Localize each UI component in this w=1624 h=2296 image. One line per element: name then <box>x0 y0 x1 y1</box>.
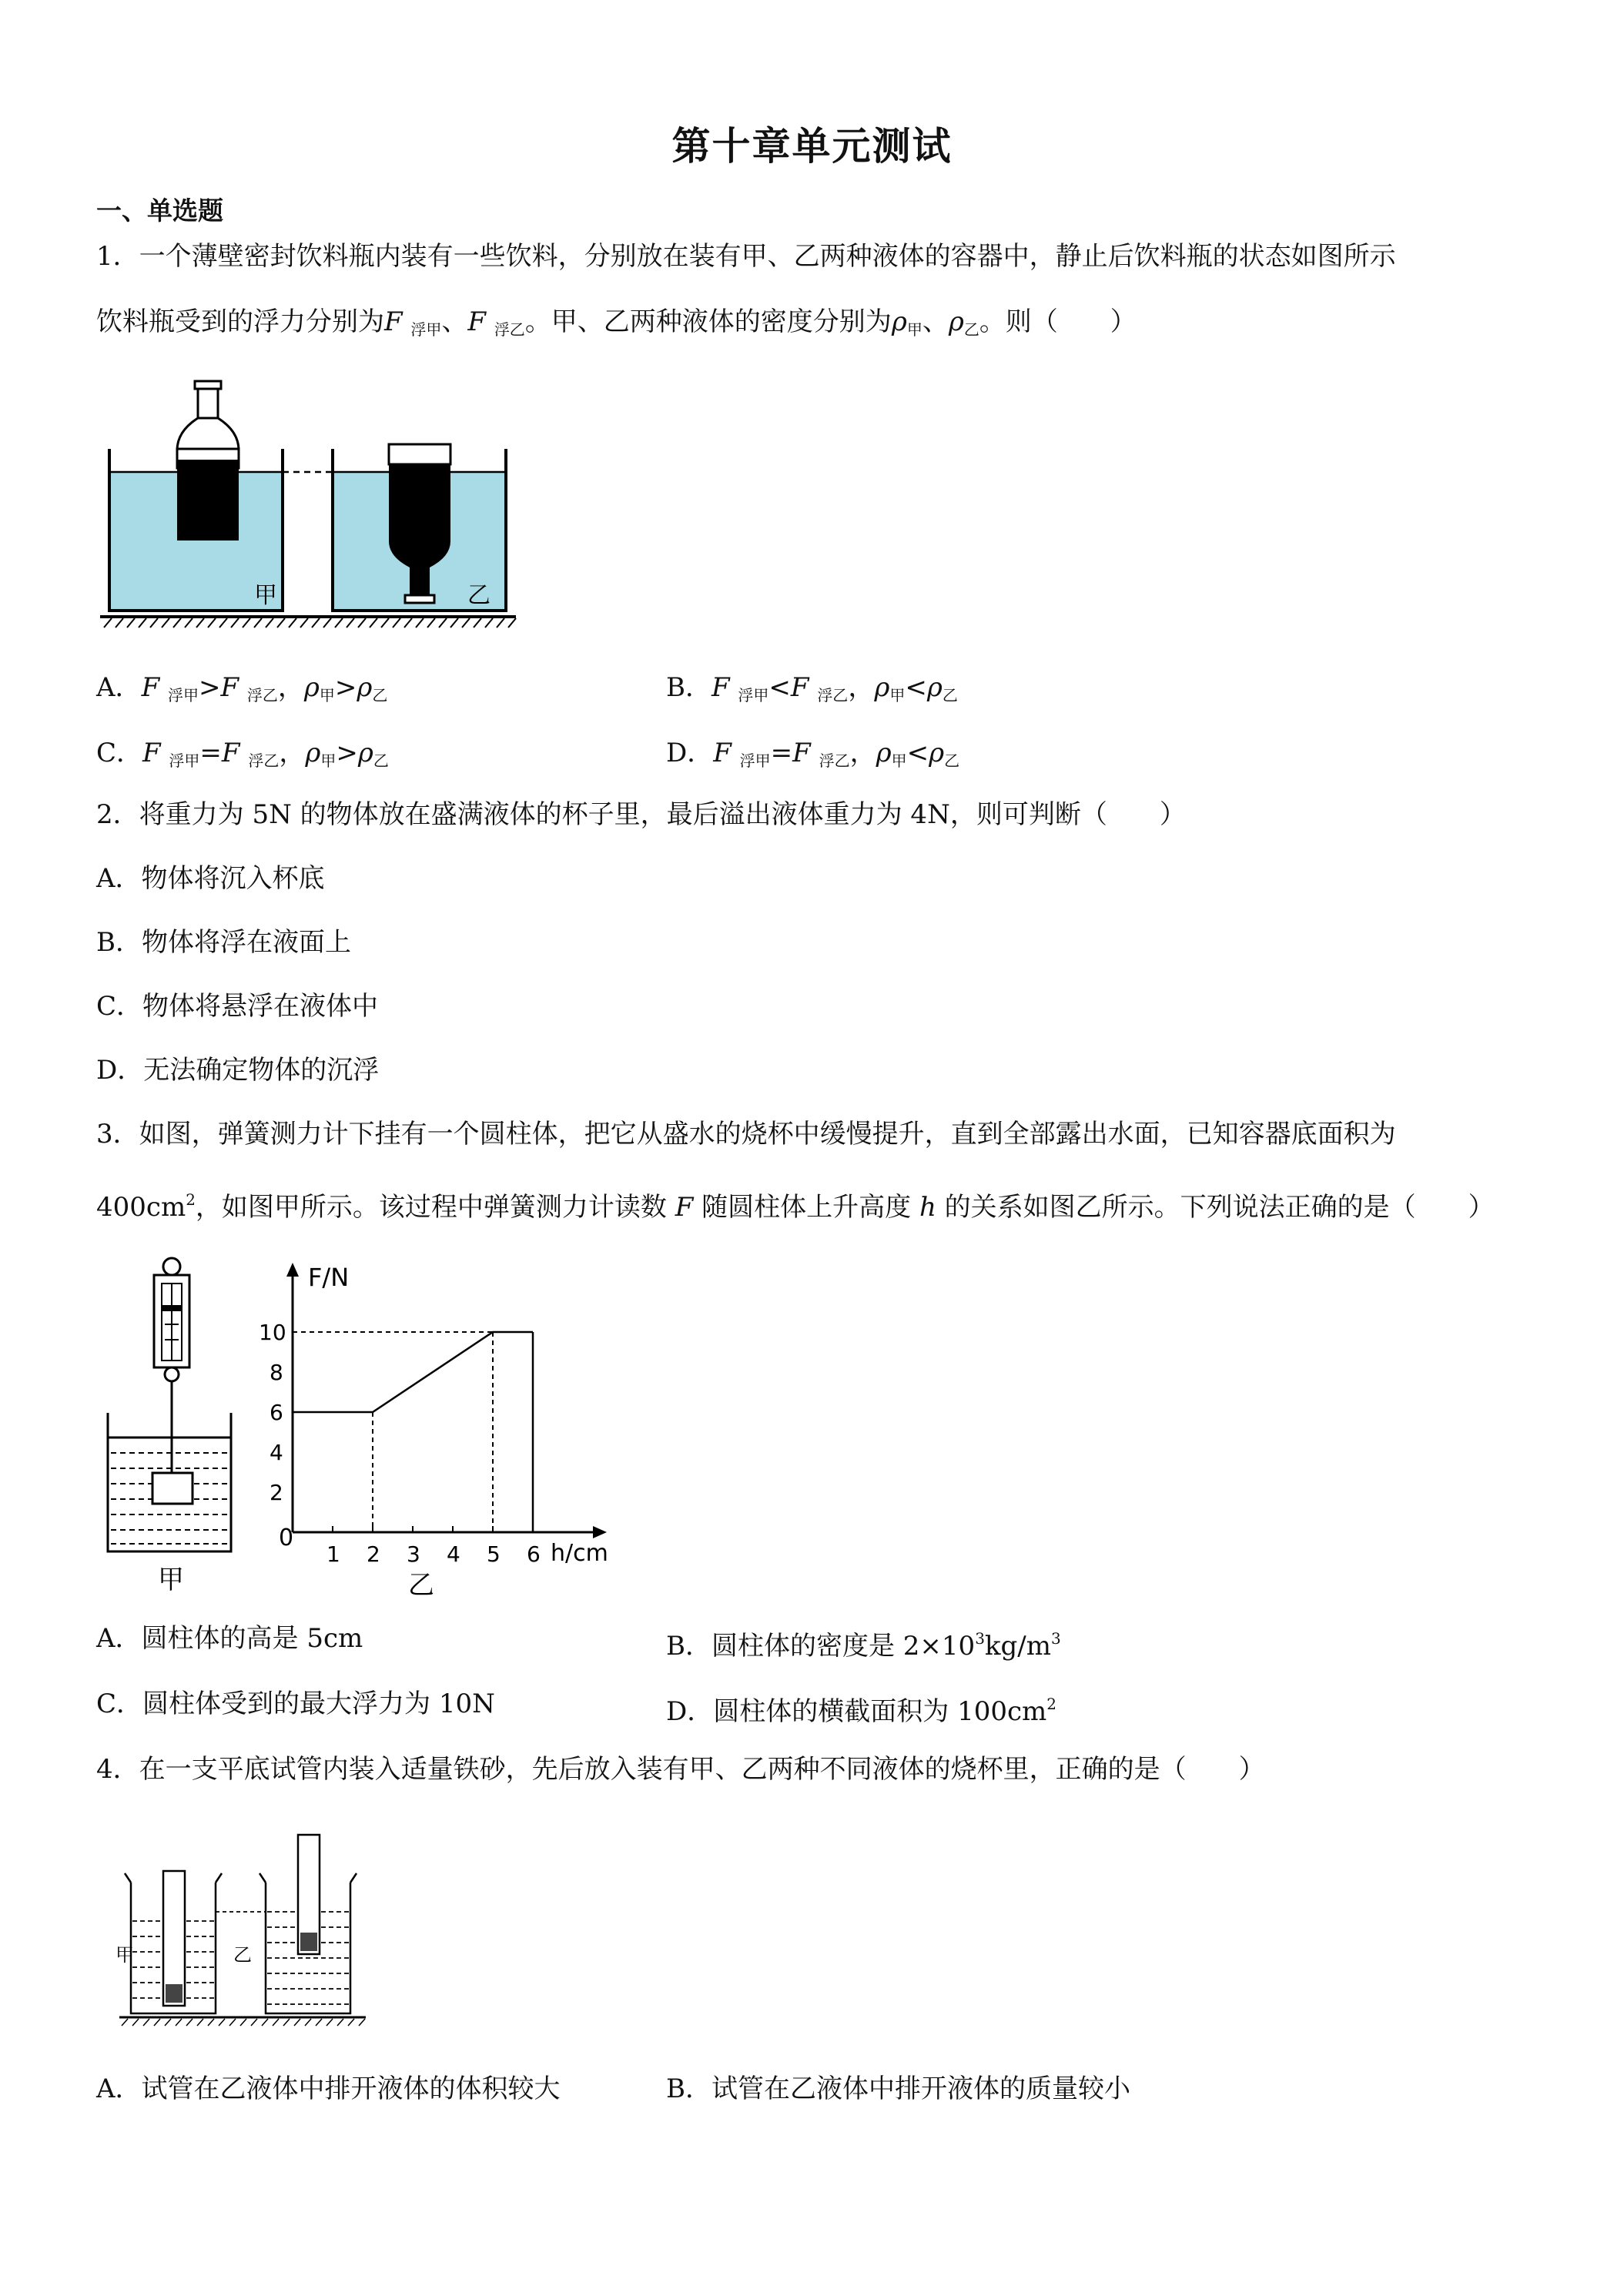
q4-figure <box>116 1829 370 2037</box>
q3-figure-jia <box>100 1251 254 1602</box>
q1-figure <box>100 373 520 635</box>
q1-ground-hatch <box>104 618 516 628</box>
x-tick-label: 2 <box>367 1541 380 1567</box>
y-tick-label: 6 <box>270 1400 283 1425</box>
series-line <box>293 1332 533 1412</box>
y-axis-label: F/N <box>308 1263 350 1292</box>
q1-label-jia: 甲 <box>254 582 277 609</box>
x-tick-label: 3 <box>407 1541 420 1567</box>
q2-option-a[interactable]: A．物体将沉入杯底 <box>96 863 325 894</box>
cylinder <box>152 1473 193 1504</box>
q3-label-yi: 乙 <box>408 1570 434 1601</box>
y-axis-arrow <box>286 1263 299 1277</box>
q3-stem-line1: 3．如图，弹簧测力计下挂有一个圆柱体，把它从盛水的烧杯中缓慢提升，直到全部露出水面，已知容器底面积为 <box>96 1119 1396 1150</box>
q3-option-a[interactable]: A．圆柱体的高是 5cm <box>96 1623 363 1654</box>
q4-option-b[interactable]: B．试管在乙液体中排开液体的质量较小 <box>666 2073 1130 2104</box>
y-tick-label: 8 <box>270 1360 283 1385</box>
y-tick-label: 10 <box>259 1320 286 1345</box>
q3-option-b[interactable]: B．圆柱体的密度是 $2\times 10^3kg/m^3$ <box>666 1629 1061 1662</box>
q3-option-d[interactable]: D．圆柱体的横截面积为 $100cm^2$ <box>666 1695 1056 1727</box>
x-axis-arrow <box>593 1526 607 1538</box>
q4-label-yi: 乙 <box>233 1944 252 1966</box>
q3-option-c[interactable]: C．圆柱体受到的最大浮力为 10N <box>96 1689 495 1719</box>
x-tick-label: 1 <box>326 1541 340 1567</box>
origin-label: 0 <box>279 1525 294 1551</box>
q3-chart <box>259 1251 624 1605</box>
q3-stem-line2: $400cm^2$，如图甲所示。该过程中弹簧测力计读数 F 随圆柱体上升高度 h 的关系如图乙所示。下列说法正确的是（ ） <box>96 1190 1495 1223</box>
q1-option-b[interactable]: B．F $_{浮甲}$<F $_{浮乙}$，$\rho_甲<\rho_乙$ <box>666 672 958 705</box>
q1-label-yi: 乙 <box>467 582 491 609</box>
q4-option-a[interactable]: A．试管在乙液体中排开液体的体积较大 <box>96 2073 561 2104</box>
page-title: 第十章单元测试 <box>671 124 953 169</box>
q1-option-c[interactable]: C．F $_{浮甲}$=F $_{浮乙}$，$\rho_甲>\rho_乙$ <box>96 738 389 770</box>
q4-label-jia: 甲 <box>116 1944 134 1966</box>
q2-option-b[interactable]: B．物体将浮在液面上 <box>96 927 351 958</box>
y-tick-label: 4 <box>270 1440 283 1465</box>
section-heading: 一、单选题 <box>96 196 223 226</box>
iron-sand-jia <box>166 1984 182 2003</box>
q2-stem: 2．将重力为 5N 的物体放在盛满液体的杯子里，最后溢出液体重力为 4N，则可判断（ ） <box>96 799 1186 830</box>
q3-label-jia: 甲 <box>158 1565 184 1595</box>
q2-option-c[interactable]: C．物体将悬浮在液体中 <box>96 991 379 1022</box>
q1-option-a[interactable]: A．F $_{浮甲}$>F $_{浮乙}$，$\rho_甲>\rho_乙$ <box>96 672 388 705</box>
iron-sand-yi <box>300 1933 317 1951</box>
x-tick-label: 4 <box>447 1541 460 1567</box>
bottle-upright <box>177 381 239 541</box>
q1-stem-line1: 1．一个薄壁密封饮料瓶内装有一些饮料，分别放在装有甲、乙两种液体的容器中，静止后饮料瓶的状态如图所示 <box>96 241 1396 272</box>
x-tick-label: 6 <box>527 1541 541 1567</box>
q1-stem-line2: 饮料瓶受到的浮力分别为F $_{浮甲}$、F $_{浮乙}$。甲、乙两种液体的密度分别为$\rho_甲$、$\rho_乙$。则（ ） <box>96 306 1137 339</box>
q2-option-d[interactable]: D．无法确定物体的沉浮 <box>96 1055 380 1086</box>
q4-stem: 4．在一支平底试管内装入适量铁砂，先后放入装有甲、乙两种不同液体的烧杯里，正确的是（ ） <box>96 1754 1265 1785</box>
x-axis-label: h/cm <box>551 1540 608 1567</box>
q1-option-d[interactable]: D．F $_{浮甲}$=F $_{浮乙}$，$\rho_甲<\rho_乙$ <box>666 738 960 770</box>
y-tick-label: 2 <box>270 1480 283 1505</box>
x-tick-label: 5 <box>487 1541 501 1567</box>
